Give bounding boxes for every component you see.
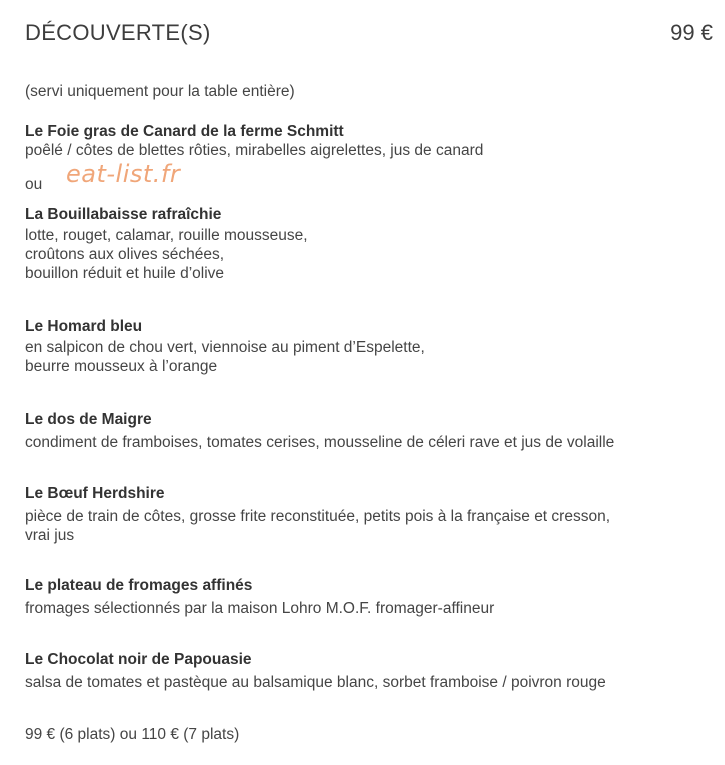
dish-description: pièce de train de côtes, grosse frite reconstituée, petits pois à la française et cresson, vrai jus (25, 508, 611, 544)
dish-item (25, 410, 715, 452)
dish-name: Le Homard bleu (25, 318, 143, 335)
dish-description: en salpicon de chou vert, viennoise au piment d’Espelette, beurre mousseux à l’orange (25, 339, 425, 375)
dish-description: lotte, rouget, calamar, rouille mousseuse, croûtons aux olives séchées, bouillon réduit et huile d’olive (25, 227, 308, 282)
dish-name: Le dos de Maigre (25, 411, 152, 428)
menu-footer-prices: 99 € (6 plats) ou 110 € (7 plats) (25, 726, 240, 743)
menu-header (25, 20, 713, 50)
dish-item (25, 122, 715, 160)
dish-item (25, 484, 715, 545)
dish-name: La Bouillabaisse rafraîchie (25, 206, 222, 223)
menu-price: 99 € (670, 20, 713, 45)
dish-description: condiment de framboises, tomates cerises, mousseline de céleri rave et jus de volaille (25, 434, 615, 451)
dish-item (25, 205, 715, 283)
dish-item (25, 650, 715, 692)
dish-item (25, 317, 715, 376)
dish-description: fromages sélectionnés par la maison Lohro M.O.F. fromager-affineur (25, 600, 495, 617)
dish-name: Le plateau de fromages affinés (25, 577, 253, 594)
or-separator: ou (25, 176, 43, 193)
dish-name: Le Chocolat noir de Papouasie (25, 651, 252, 668)
dish-name: Le Foie gras de Canard de la ferme Schmitt (25, 123, 344, 140)
menu-title: DÉCOUVERTE(S) (25, 20, 211, 45)
dish-name: Le Bœuf Herdshire (25, 485, 165, 502)
menu-note: (servi uniquement pour la table entière) (25, 83, 295, 100)
dish-description: salsa de tomates et pastèque au balsamique blanc, sorbet framboise / poivron rouge (25, 674, 606, 691)
dish-description: poêlé / côtes de blettes rôties, mirabelles aigrelettes, jus de canard (25, 142, 484, 159)
watermark-logo: eat-list.fr (66, 160, 181, 188)
dish-item (25, 576, 715, 618)
